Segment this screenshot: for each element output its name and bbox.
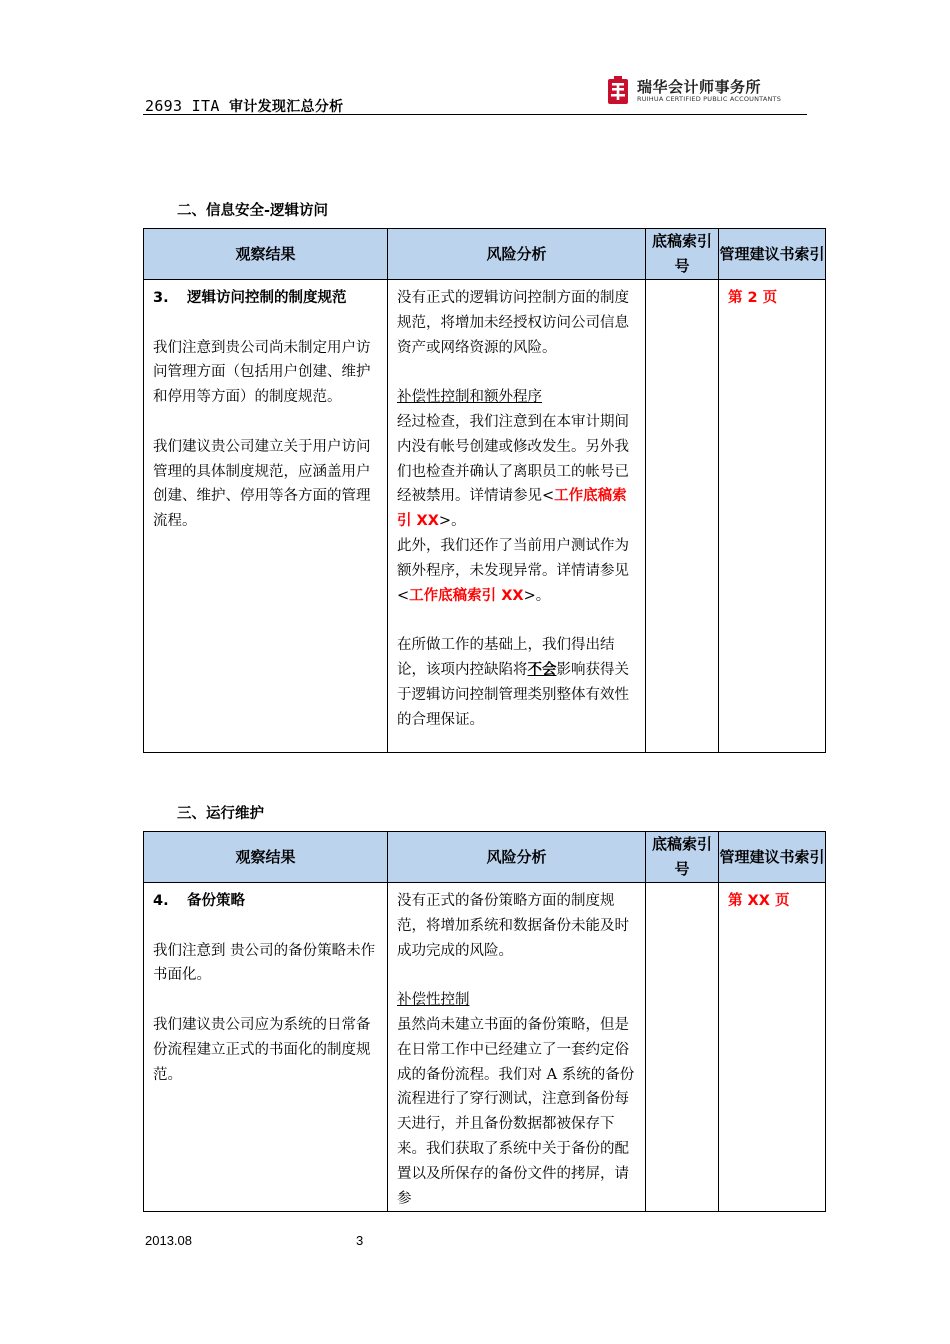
col-header-risk: 风险分析 xyxy=(388,832,646,883)
logo-chinese-name: 瑞华会计师事务所 xyxy=(637,78,762,96)
compensating-controls-text: 虽然尚未建立书面的备份策略，但是在日常工作中已经建立了一套约定俗成的备份流程。我们对 A 系统的备份流程进行了穿行测试，注意到备份每天进行，并且备份数据都被保存下来。我们获取了系统中关于备份的配置以及所保存的备份文件的拷屏，请参 xyxy=(397,1016,635,1207)
additional-procedure-text: 此外，我们还作了当前用户测试作为额外程序，未发现异常。详情请参见<工作底稿索引 XX>。 xyxy=(397,537,629,604)
doc-title: 审计发现汇总分析 xyxy=(229,99,344,115)
conclusion-emphasis: 不会 xyxy=(527,661,557,678)
finding-title xyxy=(153,889,379,914)
section-title-operations: 三、运行维护 xyxy=(177,806,264,822)
col-header-ref-no: 底稿索引号 xyxy=(646,832,719,883)
table-header-row xyxy=(144,832,826,883)
footer-date: 2013.08 xyxy=(145,1233,192,1248)
findings-table-logical-access xyxy=(143,228,826,753)
mgmt-letter-page: 第 2 页 xyxy=(728,290,778,306)
recommendation-text: 我们建议贵公司应为系统的日常备份流程建立正式的书面化的制度规范。 xyxy=(153,1016,371,1083)
finding-number: 4. xyxy=(153,893,169,909)
observation-text: 我们注意到贵公司尚未制定用户访问管理方面（包括用户创建、维护和停用等方面）的制度规范。 xyxy=(153,339,371,406)
conclusion-text: 在所做工作的基础上，我们得出结论，该项内控缺陷将不会影响获得关于逻辑访问控制管理类别整体有效性的合理保证。 xyxy=(397,637,629,728)
col-header-risk: 风险分析 xyxy=(388,229,646,280)
table-header-row xyxy=(144,229,826,280)
section-title-logical-access: 二、信息安全-逻辑访问 xyxy=(177,203,329,219)
mgmt-ref-cell xyxy=(719,280,826,753)
compensating-controls-heading: 补偿性控制和额外程序 xyxy=(397,389,542,406)
ref-no-cell xyxy=(646,883,719,1212)
doc-code: 2693 ITA xyxy=(145,97,220,115)
table-row xyxy=(144,883,826,1212)
findings-table-operations xyxy=(143,831,826,1212)
finding-number: 3. xyxy=(153,290,169,306)
col-header-mgmt-ref: 管理建议书索引 xyxy=(719,832,826,883)
finding-name: 备份策略 xyxy=(187,893,245,909)
logo-english-name: RUIHUA CERTIFIED PUBLIC ACCOUNTANTS xyxy=(637,95,782,103)
col-header-observation: 观察结果 xyxy=(144,229,388,280)
mgmt-ref-cell xyxy=(719,883,826,1212)
document-header-title xyxy=(145,96,343,116)
recommendation-text: 我们建议贵公司建立关于用户访问管理的具体制度规范，应涵盖用户创建、维护、停用等各方面的管理流程。 xyxy=(153,438,371,530)
col-header-mgmt-ref: 管理建议书索引 xyxy=(719,229,826,280)
col-header-ref-no: 底稿索引号 xyxy=(646,229,719,280)
compensating-controls-heading: 补偿性控制 xyxy=(397,992,470,1009)
compensating-controls-text: 经过检查，我们注意到在本审计期间内没有帐号创建或修改发生。另外我们也检查并确认了离职员工的帐号已经被禁用。详情请参见<工作底稿索引 XX>。 xyxy=(397,413,629,530)
risk-text: 没有正式的备份策略方面的制度规范，将增加系统和数据备份未能及时成功完成的风险。 xyxy=(397,893,629,959)
observation-cell xyxy=(144,883,388,1212)
workpaper-reference: 工作底稿索引 XX xyxy=(409,587,524,604)
observation-cell xyxy=(144,280,388,753)
ruihua-logo-icon xyxy=(607,76,629,106)
risk-text: 没有正式的逻辑访问控制方面的制度规范，将增加未经授权访问公司信息资产或网络资源的风险。 xyxy=(397,290,629,356)
workpaper-reference: 工作底稿索引 XX xyxy=(397,488,627,530)
finding-name: 逻辑访问控制的制度规范 xyxy=(187,290,347,306)
footer-page-number: 3 xyxy=(356,1233,364,1248)
finding-title xyxy=(153,286,379,311)
mgmt-letter-page: 第 XX 页 xyxy=(728,893,790,909)
company-logo xyxy=(607,76,807,108)
observation-text: 我们注意到 贵公司的备份策略未作书面化。 xyxy=(153,942,376,984)
table-row xyxy=(144,280,826,753)
header-rule xyxy=(143,114,807,115)
col-header-observation: 观察结果 xyxy=(144,832,388,883)
ref-no-cell xyxy=(646,280,719,753)
risk-cell xyxy=(388,883,646,1212)
risk-cell xyxy=(388,280,646,753)
